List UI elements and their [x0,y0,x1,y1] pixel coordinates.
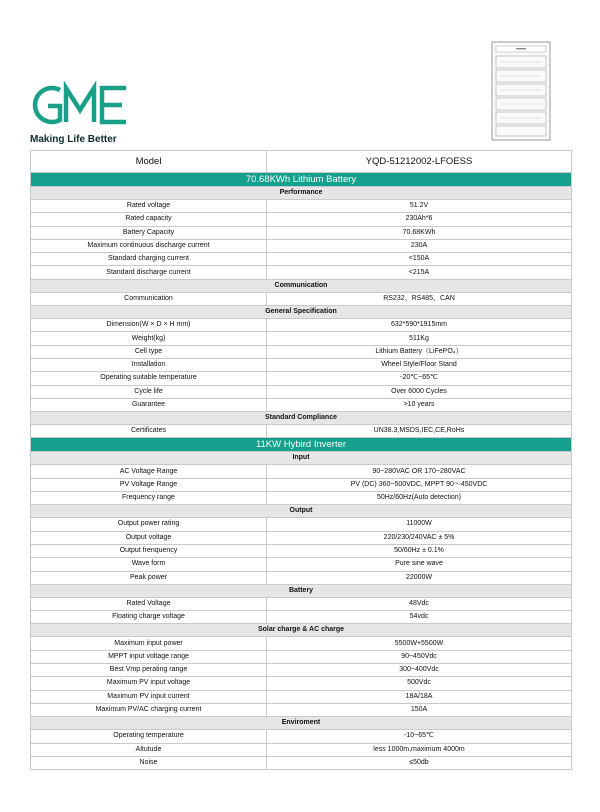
spec-label: Guarantee [31,398,267,411]
spec-label: Peak power [31,571,267,584]
spec-value: 48Vdc [267,597,572,610]
spec-value: 50Hz/60Hz(Auto detection) [267,492,572,505]
inverter-title-bar [31,438,572,452]
section-heading: Standard Compliance [31,412,572,425]
spec-value: 5500W+5500W [267,637,572,650]
spec-value: 54vdc [267,611,572,624]
spec-value: 150A [267,703,572,716]
table-row [31,239,572,252]
table-row [31,677,572,690]
table-row [31,743,572,756]
section-heading: Solar charge & AC charge [31,624,572,637]
battery-title-bar [31,173,572,187]
spec-value: 632*590*1915mm [267,319,572,332]
spec-label: Wave form [31,558,267,571]
spec-value: 51.2V [267,200,572,213]
spec-value: UN38.3,MSDS,IEC,CE,RoHs [267,425,572,438]
table-row [31,253,572,266]
spec-value: 300~400Vdc [267,664,572,677]
spec-value: 70.68KWh [267,226,572,239]
table-row [31,385,572,398]
spec-value: Over 6000 Cycles [267,385,572,398]
spec-value: 11000W [267,518,572,531]
spec-value: RS232、RS485、CAN [267,292,572,305]
spec-value: 50/60Hz ± 0.1% [267,544,572,557]
spec-label: Dimension(W × D × H mm) [31,319,267,332]
section-heading: Input [31,452,572,465]
table-row [31,664,572,677]
model-row [31,151,572,173]
table-row [31,465,572,478]
spec-value: <150A [267,253,572,266]
section-heading: Battery [31,584,572,597]
section-header-communication [31,279,572,292]
spec-label: Floating charge voltage [31,611,267,624]
table-row [31,597,572,610]
spec-label: Cell type [31,345,267,358]
spec-label: Output power rating [31,518,267,531]
spec-value: 500Vdc [267,677,572,690]
spec-label: Maximum PV input current [31,690,267,703]
table-row [31,531,572,544]
spec-label: MPPT input voltage range [31,650,267,663]
table-row [31,703,572,716]
spec-label: Maximum PV/AC charging current [31,703,267,716]
spec-value: 90~280VAC OR 170~280VAC [267,465,572,478]
table-row [31,398,572,411]
table-row [31,518,572,531]
section-heading: Enviroment [31,717,572,730]
spec-label: Standard discharge current [31,266,267,279]
spec-table [30,150,572,770]
table-row [31,266,572,279]
section-header-solar-charge [31,624,572,637]
table-row [31,690,572,703]
spec-value: ≤50db [267,756,572,769]
table-row [31,332,572,345]
spec-label: Output voltage [31,531,267,544]
spec-label: Best Vmp perating range [31,664,267,677]
table-row [31,425,572,438]
header [0,0,600,150]
model-label: Model [31,151,267,173]
table-row [31,372,572,385]
table-row [31,492,572,505]
table-row [31,345,572,358]
spec-label: Rated capacity [31,213,267,226]
spec-value: 18A/18A [267,690,572,703]
spec-label: Weight(kg) [31,332,267,345]
spec-value: 22000W [267,571,572,584]
section-header-performance [31,187,572,200]
section-header-standard-compliance [31,412,572,425]
section-heading: General Specification [31,306,572,319]
tagline: Making Life Better [30,134,117,145]
spec-label: Cycle life [31,385,267,398]
spec-value: 230Ah*6 [267,213,572,226]
spec-label: Battery Capacity [31,226,267,239]
spec-value: PV (DC) 360~500VDC, MPPT 90～450VDC [267,478,572,491]
spec-label: Standard charging current [31,253,267,266]
table-row [31,650,572,663]
inverter-title-bar-text: 11KW Hybird Inverter [31,438,572,452]
spec-value: Wheel Style/Floor Stand [267,358,572,371]
table-row [31,358,572,371]
spec-label: AC Voltage Range [31,465,267,478]
model-value: YQD-51212002-LFOESS [267,151,572,173]
table-row [31,756,572,769]
spec-label: Altutude [31,743,267,756]
table-row [31,637,572,650]
spec-label: Operating suitable temperature [31,372,267,385]
table-row [31,558,572,571]
spec-value: Pure sine wave [267,558,572,571]
spec-label: Maximum input power [31,637,267,650]
spec-label: Rated Voltage [31,597,267,610]
table-row [31,611,572,624]
spec-value: -20℃~65℃ [267,372,572,385]
battery-title-bar-text: 70.68KWh Lithium Battery [31,173,572,187]
spec-value: 220/230/240VAC ± 5% [267,531,572,544]
spec-label: Installation [31,358,267,371]
section-header-input [31,452,572,465]
spec-label: Frequency range [31,492,267,505]
section-header-battery [31,584,572,597]
spec-value: Lithium Battery（LiFePO₄） [267,345,572,358]
table-row [31,544,572,557]
spec-value: 511Kg [267,332,572,345]
table-row [31,213,572,226]
section-heading: Output [31,505,572,518]
spec-value: -10~65℃ [267,730,572,743]
table-row [31,292,572,305]
table-row [31,478,572,491]
section-header-general-specification [31,306,572,319]
spec-label: Rated voltage [31,200,267,213]
spec-value: 230A [267,239,572,252]
gme-logo [30,80,130,130]
table-row [31,200,572,213]
section-header-output [31,505,572,518]
spec-label: Maximum PV input voltage [31,677,267,690]
spec-label: Noise [31,756,267,769]
spec-value: <215A [267,266,572,279]
spec-label: Output frenquency [31,544,267,557]
battery-cabinet-image [488,40,554,142]
spec-label: Certificates [31,425,267,438]
section-header-environment [31,717,572,730]
spec-label: Communication [31,292,267,305]
spec-value: less 1000m,maximum 4000m [267,743,572,756]
table-row [31,319,572,332]
table-row [31,571,572,584]
spec-label: Operating temperature [31,730,267,743]
spec-label: Maximum continuous discharge current [31,239,267,252]
table-row [31,226,572,239]
section-heading: Communication [31,279,572,292]
spec-value: 90~450Vdc [267,650,572,663]
spec-label: PV Voltage Range [31,478,267,491]
section-heading: Performance [31,187,572,200]
spec-value: >10 years [267,398,572,411]
table-row [31,730,572,743]
